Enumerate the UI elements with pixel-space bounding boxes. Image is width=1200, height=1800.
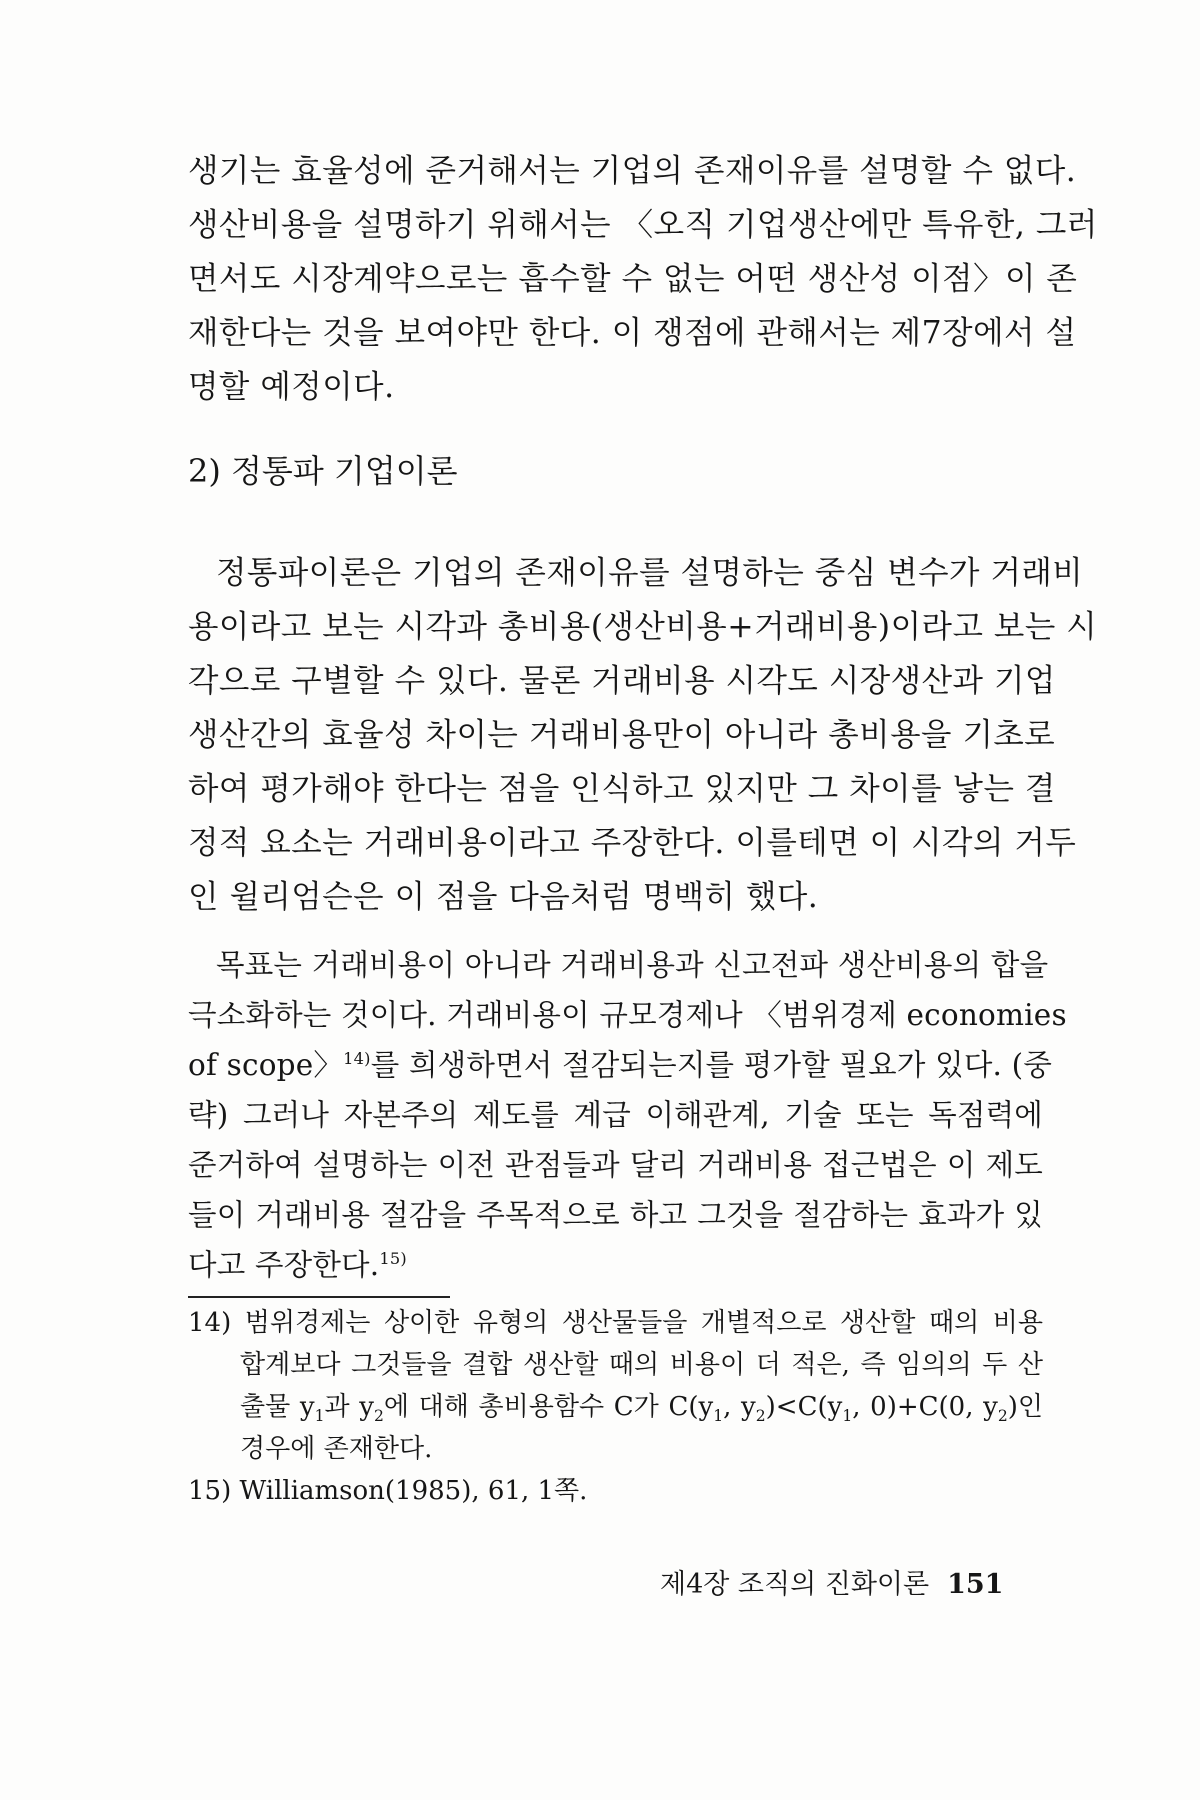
subscript: 1 (713, 1407, 724, 1426)
text-line: 용이라고 보는 시각과 총비용(생산비용+거래비용)이라고 보는 시 (188, 609, 1098, 645)
footnotes (188, 1302, 1043, 1512)
text-line: 면서도 시장계약으로는 흡수할 수 없는 어떤 생산성 이점〉이 존 (188, 261, 1078, 297)
quote-text: 다고 주장한다. (188, 1248, 380, 1282)
section-heading: 2) 정통파 기업이론 (188, 452, 458, 490)
footnote-text: 에 대해 총비용함수 C가 C(y (383, 1392, 714, 1422)
footnote-line: 경우에 존재한다. (240, 1434, 433, 1464)
footnote-line: 합계보다 그것들을 결합 생산할 때의 비용이 더 적은, 즉 임의의 두 산 (240, 1350, 1043, 1380)
quote-line: 목표는 거래비용이 아니라 거래비용과 신고전파 생산비용의 합을 (216, 948, 1049, 982)
text-line: 생기는 효율성에 준거해서는 기업의 존재이유를 설명할 수 없다. (188, 153, 1077, 189)
quote-line: 들이 거래비용 절감을 주목적으로 하고 그것을 절감하는 효과가 있 (188, 1198, 1043, 1232)
footnote-line (188, 1386, 1043, 1428)
quote-text: 를 희생하면서 절감되는지를 평가할 필요가 있다. (중 (370, 1048, 1053, 1082)
subscript: 2 (373, 1407, 384, 1426)
footnote-ref-15[interactable]: 15) (379, 1249, 407, 1269)
text-line: 인 윌리엄슨은 이 점을 다음처럼 명백히 했다. (188, 879, 819, 915)
text-line: 재한다는 것을 보여야만 한다. 이 쟁점에 관해서는 제7장에서 설 (188, 315, 1077, 351)
footnote-text: , 0)+C(0, y (852, 1392, 998, 1422)
chapter-title: 제4장 조직의 진화이론 (660, 1569, 930, 1600)
text-line: 생산간의 효율성 차이는 거래비용만이 아니라 총비용을 기초로 (188, 717, 1056, 753)
quote-line (188, 1240, 1043, 1290)
body-paragraph-2 (188, 546, 1098, 924)
footnote-line: 15) Williamson(1985), 61, 1쪽. (188, 1476, 588, 1506)
footnote-text: 과 y (324, 1392, 374, 1422)
text-line: 각으로 구별할 수 있다. 물론 거래비용 시각도 시장생산과 기업 (188, 663, 1056, 699)
footnote-14 (188, 1302, 1043, 1470)
footnote-line: 14) 범위경제는 상이한 유형의 생산물들을 개별적으로 생산할 때의 비용 (188, 1308, 1043, 1338)
quote-line: 준거하여 설명하는 이전 관점들과 달리 거래비용 접근법은 이 제도 (188, 1148, 1043, 1182)
text-line: 하여 평가해야 한다는 점을 인식하고 있지만 그 차이를 낳는 결 (188, 771, 1056, 807)
page-number: 151 (947, 1569, 1004, 1600)
running-footer (660, 1565, 1003, 1605)
text-line: 생산비용을 설명하기 위해서는 〈오직 기업생산에만 특유한, 그러 (188, 207, 1098, 243)
subscript: 2 (997, 1407, 1008, 1426)
text-line: 정통파이론은 기업의 존재이유를 설명하는 중심 변수가 거래비 (216, 555, 1084, 591)
block-quote (188, 940, 1067, 1290)
subscript: 2 (755, 1407, 766, 1426)
footnote-text: )인 (1007, 1392, 1044, 1422)
subscript: 1 (314, 1407, 325, 1426)
quote-line (188, 1040, 1053, 1090)
footnote-divider (188, 1296, 450, 1298)
footnote-text: )<C(y (765, 1392, 843, 1422)
footnote-ref-14[interactable]: 14) (343, 1049, 371, 1069)
subscript: 1 (842, 1407, 853, 1426)
footnote-text: , y (723, 1392, 756, 1422)
text-line: 명할 예정이다. (188, 369, 395, 405)
quote-line: 극소화하는 것이다. 거래비용이 규모경제나 〈범위경제 economies (188, 998, 1067, 1032)
footnote-15 (188, 1470, 1043, 1512)
quote-line: 략) 그러나 자본주의 제도를 계급 이해관계, 기술 또는 독점력에 (188, 1098, 1043, 1132)
quote-text: of scope〉 (188, 1048, 344, 1082)
body-paragraph-1 (188, 144, 1098, 414)
footnote-text: 출물 y (240, 1392, 315, 1422)
text-line: 정적 요소는 거래비용이라고 주장한다. 이를테면 이 시각의 거두 (188, 825, 1077, 861)
